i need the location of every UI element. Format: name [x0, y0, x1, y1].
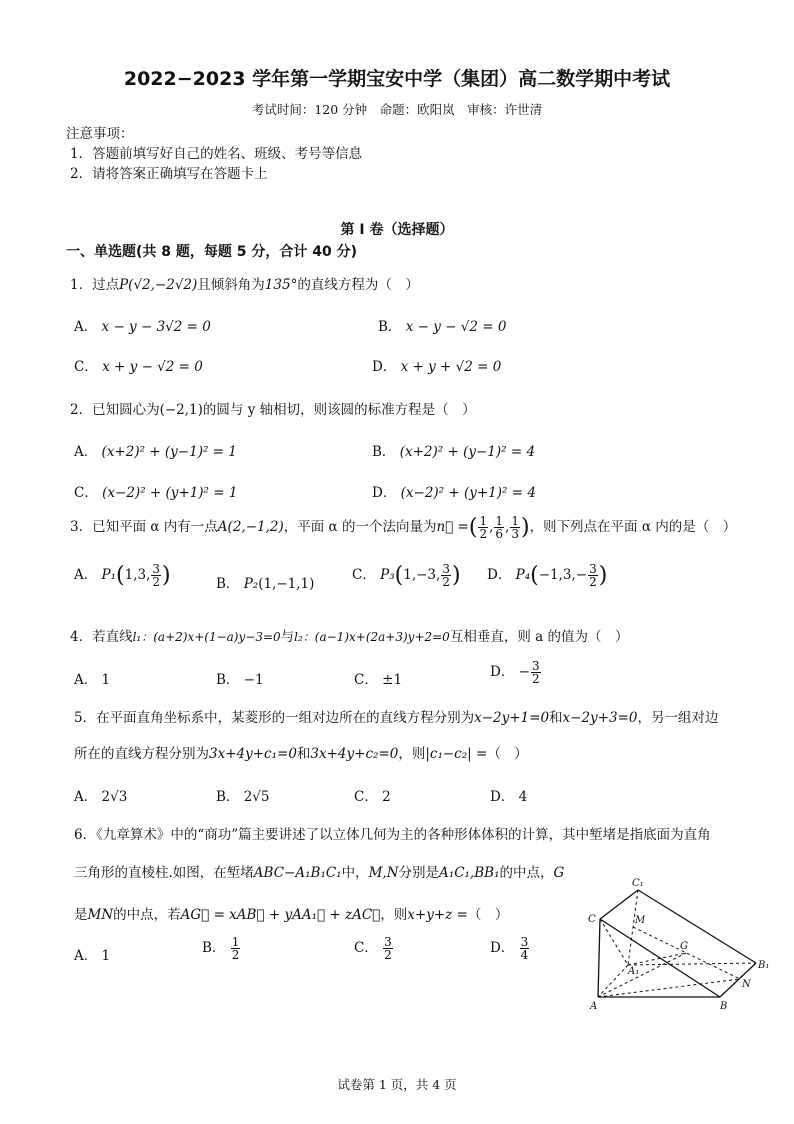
q1-angle: 135° [264, 277, 298, 293]
q6-line3-mid: 的中点，若 [113, 907, 181, 923]
notice-item-2: 2．请将答案正确填写在答题卡上 [70, 166, 268, 182]
q1-point: P(√2,−2√2) [119, 277, 198, 293]
q6-b-frac: $\frac{1}{2}$ [231, 935, 240, 962]
q1-a-label: A． [74, 319, 98, 335]
q1-mid: 且倾斜角为 [197, 277, 265, 293]
notice-heading: 注意事项： [66, 126, 134, 142]
q4-d-sign: − [518, 664, 530, 680]
q4-a-val: 1 [101, 672, 111, 688]
q4-b-val: −1 [243, 672, 264, 688]
notice-item-1: 1．答题前填写好自己的姓名、班级、考号等信息 [70, 146, 363, 162]
q1-stem [70, 273, 419, 293]
q1-d-expr: x + y + √2 = 0 [400, 359, 502, 375]
q6-mn-seg: MN [87, 907, 114, 923]
q5-option-c[interactable] [354, 785, 391, 805]
q4-b-label: B． [216, 672, 240, 688]
exam-title: 2022−2023 学年第一学期宝安中学（集团）高二数学期中考试 [123, 68, 671, 90]
q3-option-a[interactable]: A． P₁(1,3, $\frac{3}{2}$ ) [74, 562, 171, 589]
q6-line2-mid: 中， [341, 865, 369, 881]
q2-center: (−2,1) [159, 402, 203, 418]
q4-c-label: C． [354, 672, 378, 688]
q2-b-label: B． [372, 444, 396, 460]
q5-eq2: x−2y+3=0 [562, 710, 638, 726]
q5-option-b[interactable] [216, 785, 270, 805]
q4-mid: 与 [280, 629, 295, 645]
q3-frac-3: $\frac{1}{3}$ [511, 514, 519, 541]
q5-a-val: 2√3 [101, 789, 128, 805]
q6-d-frac: $\frac{3}{4}$ [520, 935, 529, 962]
label-m: M [635, 915, 646, 926]
q3-post: ，则下列点在平面 α 内的是（ ） [529, 519, 737, 535]
label-b1: B₁ [758, 960, 770, 971]
q5-and-1: 和 [549, 710, 563, 726]
q3-option-b[interactable] [216, 572, 314, 592]
prism-figure [580, 875, 780, 1015]
q5-b-val: 2√5 [243, 789, 270, 805]
part-heading: 一、单选题(共 8 题，每题 5 分，合计 40 分) [66, 244, 358, 260]
q6-a-label: A． [74, 948, 98, 964]
segment-a1-g [628, 953, 686, 965]
q2-b-expr: (x+2)² + (y−1)² = 4 [399, 444, 536, 460]
segment-a-n [598, 979, 740, 997]
q6-stem-line1: 6．《九章算术》中的“商功”篇主要讲述了以立体几何为主的各种形体体积的计算，其中堑堵是指底面为直角 [74, 827, 711, 843]
q6-a-val: 1 [101, 948, 111, 964]
q3-a-coords: 1,3, [124, 567, 151, 583]
label-a1: A₁ [628, 966, 640, 977]
q6-option-a[interactable] [74, 944, 110, 964]
q1-d-label: D． [372, 359, 397, 375]
q3-c-point: P₃ [380, 567, 395, 583]
q5-option-d[interactable] [490, 785, 527, 805]
q3-a-label: A． [74, 567, 98, 583]
q5-c-label: C． [354, 789, 378, 805]
edge-c1-b1 [638, 890, 756, 963]
q4-c-val: ±1 [382, 672, 403, 688]
q3-d-frac: $\frac{3}{2}$ [589, 562, 597, 589]
q2-c-label: C． [74, 485, 98, 501]
exam-meta: 考试时间：120 分钟 命题：欧阳岚 审核：许世清 [251, 102, 543, 117]
q6-line3-pre: 是 [74, 907, 88, 923]
page-footer: 试卷第 1 页，共 4 页 [337, 1077, 457, 1092]
q2-a-label: A． [74, 444, 98, 460]
q3-b-coords: (1,−1,1) [258, 576, 315, 592]
q5-eq4: 3x+4y+c₂=0 [310, 746, 399, 762]
q4-option-a[interactable] [74, 668, 110, 688]
q1-option-d[interactable] [372, 355, 501, 375]
q2-d-label: D． [372, 485, 397, 501]
edge-c-a [598, 919, 600, 997]
q1-option-a[interactable] [74, 315, 211, 335]
q2-option-d[interactable] [372, 481, 536, 501]
q3-c-coords: 1,−3, [403, 567, 441, 583]
q3-point: A(2,−1,2) [217, 519, 284, 535]
q4-l1: l₁：(a+2)x+(1−a)y−3=0 [132, 630, 281, 644]
q6-c-frac: $\frac{3}{2}$ [384, 935, 392, 962]
q5-a-label: A． [74, 789, 98, 805]
q4-option-d[interactable] [490, 660, 542, 685]
q4-l2: l₂：(a−1)x+(2a+3)y+2=0 [294, 630, 450, 644]
q6-line3-mid2: ，则 [380, 907, 408, 923]
edge-a1-b1 [628, 963, 756, 965]
q5-eq1: x−2y+1=0 [474, 710, 550, 726]
q5-option-a[interactable] [74, 785, 127, 805]
q4-option-c[interactable] [354, 668, 402, 688]
q1-c-expr: x + y − √2 = 0 [102, 359, 203, 375]
q4-stem [70, 625, 628, 645]
q6-line2-mid2: 分别是 [398, 865, 440, 881]
q2-option-a[interactable] [74, 440, 237, 460]
q5-stem-line2 [74, 742, 528, 762]
q4-option-b[interactable] [216, 668, 264, 688]
q5-line2-pre: 所在的直线方程分别为 [74, 746, 209, 762]
label-c1: C₁ [632, 878, 644, 889]
q3-stem: 3．已知平面 α 内有一点A(2,−1,2)，平面 α 的一个法向量为n⃗ =( $\frac{1}{2}$ , $\frac{1}{6}$ , $\frac{1}{3}$ )，则下列点在平面 α 内的是（ ） [70, 514, 737, 541]
q6-prism: ABC−A₁B₁C₁ [253, 865, 342, 881]
q5-abs: |c₁−c₂| = [425, 746, 488, 762]
q1-pre: 1．过点 [70, 277, 120, 293]
q1-a-expr: x − y − 3√2 = 0 [101, 319, 211, 335]
segment-m-n [633, 927, 740, 979]
q6-stem-line3 [74, 903, 508, 923]
q6-option-c[interactable] [354, 936, 394, 961]
q6-edges: A₁C₁,BB₁ [439, 865, 500, 881]
segment-a-g [598, 953, 686, 997]
q2-post: 的圆与 y 轴相切，则该圆的标准方程是（ ） [202, 402, 476, 418]
q3-frac-1: $\frac{1}{2}$ [479, 514, 488, 541]
q5-d-label: D． [490, 789, 515, 805]
q2-d-expr: (x−2)² + (y+1)² = 4 [400, 485, 536, 501]
edge-a1-a [598, 965, 628, 997]
q2-c-expr: (x−2)² + (y+1)² = 1 [102, 485, 238, 501]
q1-option-c[interactable] [74, 355, 203, 375]
q2-option-b[interactable] [372, 440, 535, 460]
q3-a-point: P₁ [101, 567, 117, 583]
q3-frac-2: $\frac{1}{6}$ [495, 514, 504, 541]
q3-a-frac: $\frac{3}{2}$ [152, 562, 161, 589]
q5-stem-line1 [74, 706, 719, 726]
q3-mid: ，平面 α 的一个法向量为 [283, 519, 437, 535]
label-g: G [680, 941, 688, 952]
q1-option-b[interactable] [378, 315, 506, 335]
q6-line2-pre: 三角形的直棱柱.如图，在堑堵 [74, 865, 254, 881]
label-b: B [720, 1001, 728, 1012]
q5-d-val: 4 [518, 789, 528, 805]
q5-b-label: B． [216, 789, 240, 805]
edge-c-c1 [600, 890, 638, 919]
q3-c-frac: $\frac{3}{2}$ [442, 562, 450, 589]
q6-vector-equation: AG⃗ = xAB⃗ + yAA₁⃗ + zAC⃗ [180, 907, 381, 923]
q6-option-d[interactable] [490, 936, 530, 961]
q3-vec: n⃗ = [436, 519, 469, 535]
label-n: N [742, 979, 751, 990]
q6-d-label: D． [490, 940, 515, 956]
q4-d-frac: $\frac{3}{2}$ [531, 659, 540, 686]
q6-b-label: B． [202, 940, 226, 956]
q6-line2-post: 的中点， [499, 865, 554, 881]
q3-option-d[interactable]: D． P₄(−1,3,− $\frac{3}{2}$ ) [487, 562, 608, 589]
q5-and-2: 和 [296, 746, 311, 762]
q3-option-c[interactable]: C． P₃(1,−3, $\frac{3}{2}$ ) [352, 562, 461, 589]
label-a: A [590, 1001, 598, 1012]
q5-line2-end: （ ） [487, 746, 528, 762]
q6-c-label: C． [354, 940, 378, 956]
q1-c-label: C． [74, 359, 98, 375]
q5-c-val: 2 [382, 789, 391, 805]
q5-line2-post: ，则 [398, 746, 426, 762]
q2-pre: 2．已知圆心为 [70, 402, 160, 418]
q5-line1-pre: 5．在平面直角坐标系中，某菱形的一组对边所在的直线方程分别为 [74, 710, 475, 726]
q6-mn: M,N [368, 865, 399, 881]
q2-a-expr: (x+2)² + (y−1)² = 1 [101, 444, 237, 460]
q3-pre: 3．已知平面 α 内有一点 [70, 519, 218, 535]
q2-option-c[interactable] [74, 481, 237, 501]
q4-pre: 4．若直线 [70, 629, 133, 645]
q4-a-label: A． [74, 672, 98, 688]
q6-line3-post: （ ） [467, 907, 509, 923]
q3-d-coords: −1,3,− [538, 567, 588, 583]
q6-g: G [553, 865, 565, 881]
q5-eq3: 3x+4y+c₁=0 [209, 746, 297, 762]
q4-post: 互相垂直，则 a 的值为（ ） [449, 629, 629, 645]
q3-b-label: B． [216, 576, 240, 592]
edge-c-a1 [600, 919, 628, 965]
q2-stem [70, 398, 476, 418]
q1-b-expr: x − y − √2 = 0 [405, 319, 507, 335]
q5-line1-post: ，另一组对边 [637, 710, 719, 726]
q1-post: 的直线方程为（ ） [297, 277, 419, 293]
q6-option-b[interactable] [202, 936, 241, 961]
q4-d-label: D． [490, 664, 515, 680]
q1-b-label: B． [378, 319, 402, 335]
q6-stem-line2 [74, 861, 564, 881]
label-c: C [588, 914, 596, 925]
q3-b-point: P₂ [243, 576, 259, 592]
q6-sum: x+y+z = [407, 907, 468, 923]
q3-d-label: D． [487, 567, 512, 583]
q3-d-point: P₄ [515, 567, 531, 583]
volume-heading: 第 I 卷（选择题） [340, 222, 454, 238]
q3-c-label: C． [352, 567, 376, 583]
